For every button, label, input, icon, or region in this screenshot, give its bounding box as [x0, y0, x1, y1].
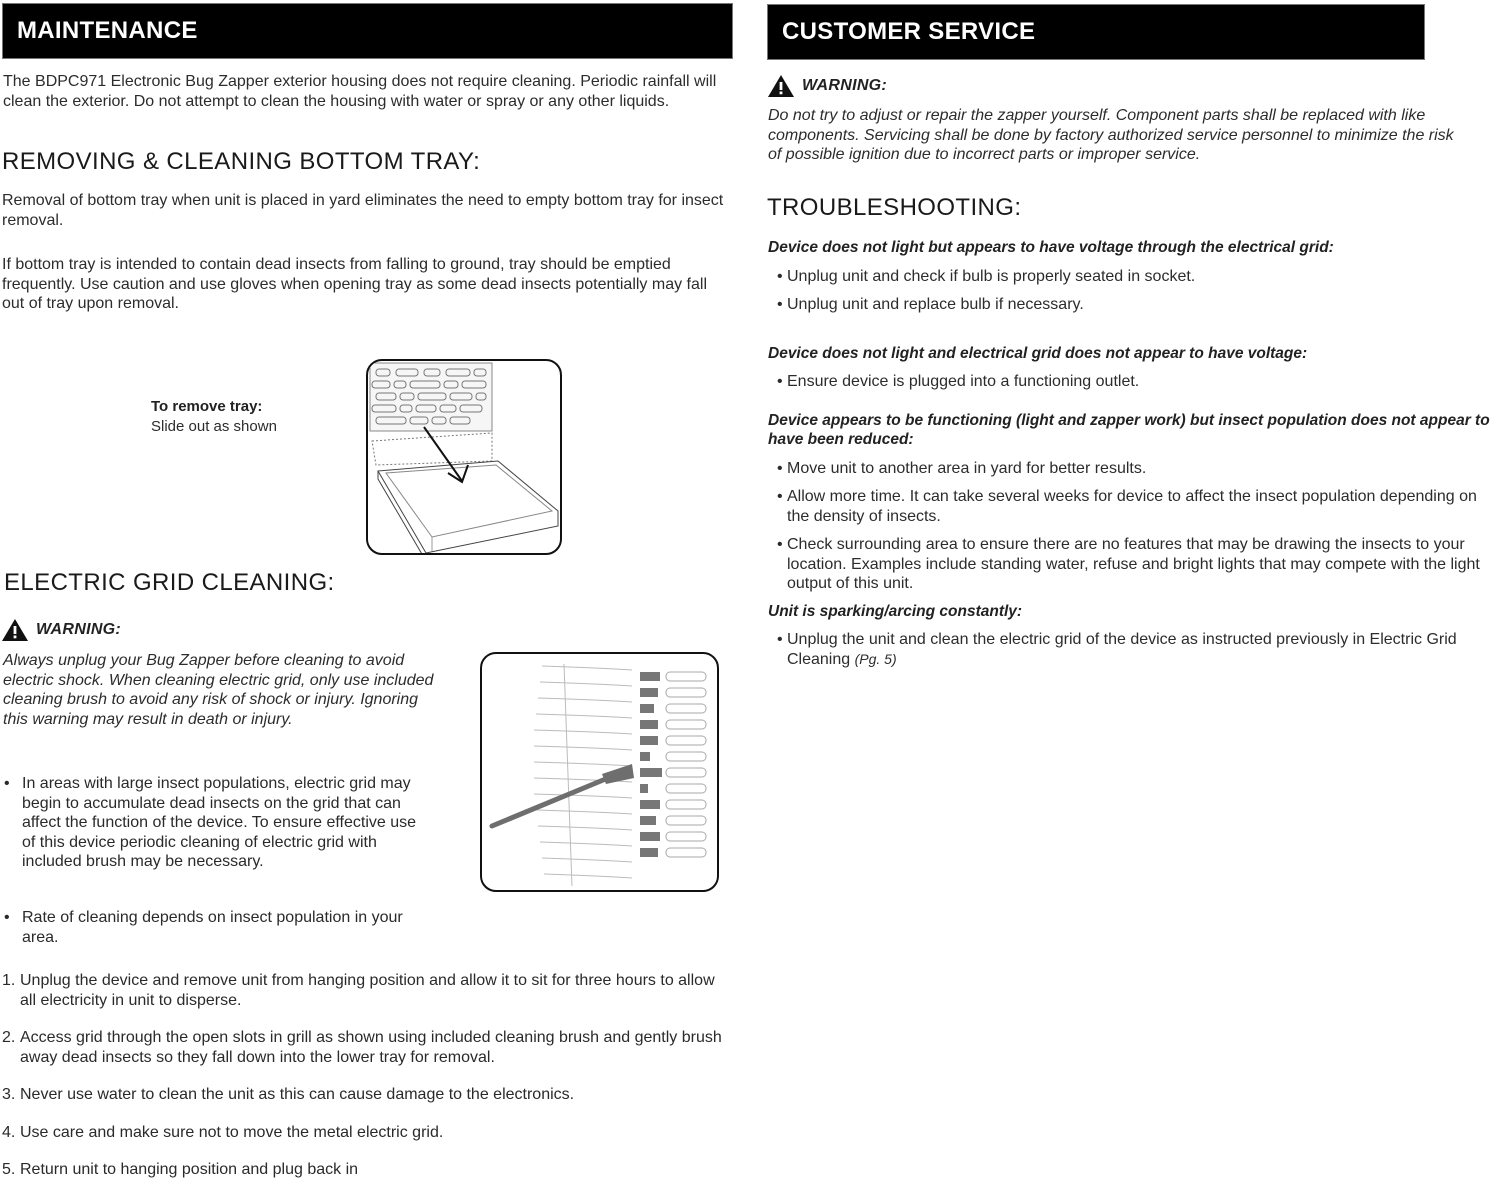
grid-brush-illustration [480, 652, 719, 892]
ts-solution [768, 267, 1500, 287]
step-text: Access grid through the open slots in grill as shown using included cleaning brush and gently brush away dead insects so they fall down into the lower tray for removal. [20, 1029, 722, 1066]
step-text: Return unit to hanging position and plug back in [20, 1161, 359, 1178]
grid-warning-text: Always unplug your Bug Zapper before cleaning to avoid electric shock. When cleaning electric grid, only use included cleaning brush to avoid any risk of shock or injury. Ignoring this warning may result in death or injury. [3, 652, 434, 728]
ts-solution [768, 372, 1500, 392]
warning-triangle-icon [2, 619, 28, 641]
step-item [2, 1160, 730, 1180]
tray-removal-illustration [366, 359, 562, 555]
step-number: 4. [2, 1123, 16, 1141]
ts-solution [768, 630, 1468, 669]
step-item [2, 1028, 730, 1067]
troubleshooting-list [768, 238, 1500, 669]
ts-problem: Device appears to be functioning (light and zapper work) but insect population does not appear to have been reduced: [768, 411, 1490, 448]
step-text: Never use water to clean the unit as this can cause damage to the electronics. [20, 1086, 575, 1103]
customer-service-banner: CUSTOMER SERVICE [767, 4, 1425, 60]
tray-para-1: Removal of bottom tray when unit is placed in yard eliminates the need to empty bottom tray for insect removal. [2, 192, 724, 229]
ts-solution-text: Unplug unit and replace bulb if necessary. [787, 296, 1084, 313]
warning-triangle-icon [768, 75, 794, 97]
bullet-marker: • [777, 267, 783, 285]
step-text: Unplug the device and remove unit from hanging position and allow it to sit for three hours to allow all electricity in unit to disperse. [20, 972, 715, 1009]
maintenance-column [2, 0, 734, 1178]
customer-service-column [767, 0, 1500, 668]
step-item [2, 1085, 730, 1105]
ts-solution [768, 459, 1500, 479]
ts-solution-text: Unplug unit and check if bulb is properly seated in socket. [787, 267, 1196, 285]
step-number: 3. [2, 1086, 16, 1103]
ts-solution-text: Unplug the unit and clean the electric grid of the device as instructed previously in Electric Grid Cleaning [787, 631, 1457, 668]
step-number: 2. [2, 1029, 16, 1046]
step-number: 1. [2, 972, 16, 989]
tray-figure-caption [151, 397, 277, 437]
tray-section-heading: REMOVING & CLEANING BOTTOM TRAY: [2, 148, 481, 175]
ts-solution [768, 295, 1500, 315]
ts-problem: Device does not light but appears to have voltage through the electrical grid: [768, 239, 1334, 256]
grid-bullet [2, 908, 432, 947]
maintenance-banner: MAINTENANCE [2, 3, 733, 59]
ts-solution-text: Ensure device is plugged into a functioning outlet. [787, 373, 1140, 390]
grid-section-heading: ELECTRIC GRID CLEANING: [4, 569, 335, 596]
cs-warning-text: Do not try to adjust or repair the zapper yourself. Component parts shall be replaced with like components. Servicing shall be done by factory authorized service personnel to minimize the risk of possible ignition due to incorrect parts or improper service. [768, 107, 1454, 163]
page-reference: (Pg. 5) [854, 650, 897, 667]
ts-problem: Unit is sparking/arcing constantly: [768, 602, 1023, 620]
bullet-marker: • [777, 536, 783, 553]
grid-bullet-text: In areas with large insect populations, electric grid may begin to accumulate dead insects on the grid that can affect the function of the device. To ensure effective use of this device periodic cleaning of electric grid with included brush may be necessary. [22, 775, 417, 870]
ts-problem: Device does not light and electrical grid does not appear to have voltage: [768, 344, 1308, 362]
troubleshooting-heading: TROUBLESHOOTING: [767, 194, 1022, 221]
ts-solution-text: Check surrounding area to ensure there are no features that may be drawing the insects to your location. Examples include standing water, refuse and bright lights that may compete with the light output of this unit. [787, 536, 1480, 592]
grid-brush-icon [482, 654, 719, 892]
ts-solution-text: Move unit to another area in yard for better results. [787, 459, 1147, 477]
grid-bullet-text: Rate of cleaning depends on insect population in your area. [22, 909, 403, 946]
step-item [2, 971, 730, 1010]
step-number: 5. [2, 1161, 16, 1178]
bullet-marker: • [777, 488, 783, 505]
bullet-marker: • [777, 373, 783, 390]
ts-solution [768, 487, 1500, 526]
bullet-marker: • [777, 631, 783, 648]
tray-para-2: If bottom tray is intended to contain dead insects from falling to ground, tray should be emptied frequently. Use caution and use gloves when opening tray as some dead insects potentially may fall out of tray upon removal. [2, 256, 707, 312]
grid-bullet [2, 774, 432, 872]
tray-caption-title: To remove tray: [151, 398, 263, 415]
tray-removal-icon [368, 361, 562, 555]
bullet-marker: • [777, 296, 783, 313]
bullet-marker: • [4, 775, 10, 792]
grid-warning-row [2, 619, 121, 641]
cs-warning-label: WARNING: [802, 77, 888, 94]
tray-caption-text: Slide out as shown [151, 418, 277, 435]
bullet-marker: • [777, 459, 783, 477]
grid-steps-list [2, 971, 730, 1180]
bullet-marker: • [4, 909, 10, 926]
grid-warning-label: WARNING: [36, 621, 122, 638]
ts-solution [768, 535, 1500, 594]
cs-warning-row [768, 75, 887, 97]
step-text: Use care and make sure not to move the metal electric grid. [20, 1123, 444, 1141]
maintenance-intro: The BDPC971 Electronic Bug Zapper exterior housing does not require cleaning. Periodic rainfall will clean the exterior. Do not attempt to clean the housing with water or spray or any other liquids. [3, 73, 717, 110]
ts-solution-text: Allow more time. It can take several weeks for device to affect the insect population depending on the density of insects. [787, 488, 1477, 525]
step-item [2, 1123, 730, 1143]
